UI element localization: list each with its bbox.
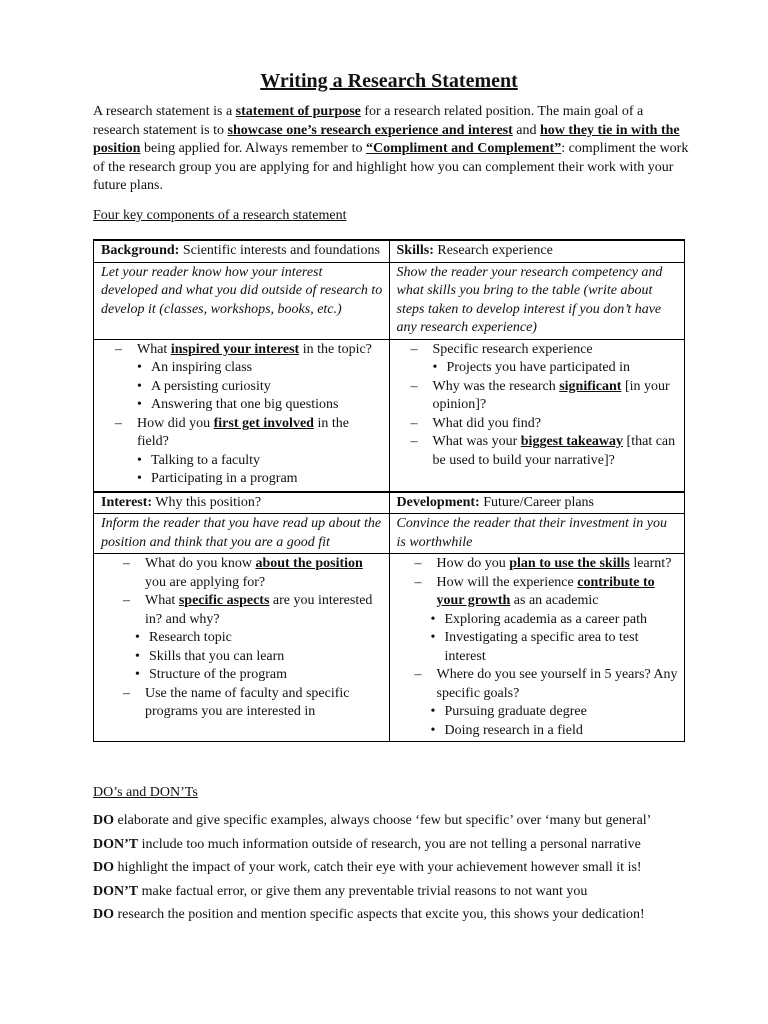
components-heading: Four key components of a research statement — [93, 208, 347, 223]
list-item: • Talking to a faculty — [133, 452, 383, 471]
list-item: • Doing research in a field — [427, 722, 679, 741]
intro-paragraph — [93, 103, 693, 196]
table-row — [94, 339, 685, 492]
dos-text: make factual error, or give them any preventable trivial reasons to not want you — [138, 883, 588, 899]
item-text: in the topic? — [299, 341, 372, 357]
intro-text: and — [512, 122, 540, 138]
list-item — [401, 666, 679, 740]
item-text: How will the experience — [436, 574, 578, 590]
intro-text: : compliment the work of the research group you are applying for and highlight how you can complement their work with your future plans. — [93, 141, 689, 193]
background-description: Let your reader know how your interest developed and what you did outside of research to develop it (classes, workshops, books, etc.) — [94, 262, 390, 339]
item-text: What — [137, 341, 171, 357]
cell-subtitle: Research experience — [433, 243, 553, 258]
item-emphasis: about the position — [255, 556, 363, 571]
interest-header — [94, 492, 390, 514]
item-text: Where do you see yourself in 5 years? Any specific goals? — [436, 667, 678, 701]
item-emphasis: specific aspects — [178, 593, 270, 608]
intro-emphasis: how they tie in with the position — [93, 122, 680, 156]
dos-text: highlight the impact of your work, catch their eye with your achievement however small it is! — [114, 860, 642, 875]
cell-subtitle: Scientific interests and foundations — [179, 243, 380, 258]
intro-emphasis: statement of purpose — [235, 104, 361, 119]
item-text: How did you — [137, 415, 214, 431]
list-item: • Participating in a program — [133, 470, 383, 489]
cell-label: Interest: — [101, 494, 153, 510]
skills-header — [389, 240, 685, 262]
dos-text: include too much information outside of research, you are not telling a personal narrative — [138, 836, 641, 852]
table-row — [94, 514, 685, 554]
item-text: Specific research experience — [432, 341, 593, 357]
components-table — [93, 239, 685, 742]
dos-item — [93, 906, 713, 930]
cell-label: Background: — [101, 243, 180, 258]
development-questions — [389, 554, 685, 742]
dos-item — [93, 883, 713, 907]
list-item: • Structure of the program — [131, 666, 383, 685]
intro-text: being applied for. Always remember to — [140, 141, 366, 156]
item-emphasis: biggest takeaway — [520, 434, 624, 449]
item-text: [that can be used to build your narrative]? — [432, 434, 676, 468]
list-item — [401, 555, 679, 574]
list-item — [101, 341, 383, 415]
interest-questions — [94, 554, 390, 742]
list-item: • A persisting curiosity — [133, 378, 383, 397]
table-row — [94, 492, 685, 514]
item-emphasis: significant — [559, 378, 622, 394]
dos-text: research the position and mention specific aspects that excite you, this shows your dedication! — [114, 907, 645, 922]
item-text: in the field? — [137, 415, 349, 449]
dos-item — [93, 836, 713, 860]
dos-item — [93, 859, 713, 883]
list-item — [109, 555, 383, 592]
dos-item — [93, 812, 713, 836]
list-item: • Research topic — [131, 629, 383, 648]
item-text: as an academic — [510, 593, 599, 608]
table-row — [94, 240, 685, 262]
item-text: What do you know — [145, 556, 256, 571]
list-item — [397, 378, 679, 415]
list-item — [109, 592, 383, 685]
intro-emphasis: showcase one’s research experience and interest — [227, 122, 513, 138]
list-item: • Pursuing graduate degree — [427, 703, 679, 722]
interest-description: Inform the reader that you have read up about the position and think that you are a good fit — [94, 514, 390, 554]
item-text: What was your — [432, 434, 521, 449]
list-item: – Use the name of faculty and specific programs you are interested in — [109, 685, 383, 722]
item-text: learnt? — [629, 556, 672, 571]
background-questions — [94, 339, 390, 492]
list-item: – What did you find? — [397, 415, 679, 434]
list-item — [401, 574, 679, 667]
page-title: Writing a Research Statement — [260, 70, 518, 92]
development-header — [389, 492, 685, 514]
dos-text: elaborate and give specific examples, always choose ‘few but specific’ over ‘many but general’ — [114, 813, 652, 828]
item-emphasis: plan to use the skills — [509, 556, 630, 571]
item-emphasis: contribute to your growth — [436, 574, 655, 608]
list-item: • An inspiring class — [133, 359, 383, 378]
item-text: What — [145, 593, 179, 608]
list-item: • Exploring academia as a career path — [427, 611, 679, 630]
dos-list — [93, 812, 713, 930]
list-item: • Answering that one big questions — [133, 396, 383, 415]
dos-keyword: DON’T — [93, 883, 139, 899]
intro-text: A research statement is a — [93, 104, 236, 119]
list-item: • Investigating a specific area to test interest — [427, 629, 679, 666]
list-item — [397, 341, 679, 378]
table-row — [94, 262, 685, 339]
dos-keyword: DO — [93, 907, 114, 922]
cell-subtitle: Why this position? — [152, 494, 262, 510]
item-text: are you interested in? and why? — [145, 593, 373, 627]
background-header — [94, 240, 390, 262]
item-emphasis: first get involved — [213, 415, 314, 431]
list-item — [101, 415, 383, 489]
cell-label: Development: — [396, 494, 480, 510]
table-row — [94, 554, 685, 742]
item-text: How do you — [436, 556, 510, 571]
dos-keyword: DON’T — [93, 836, 139, 852]
item-text: Why was the research — [432, 378, 560, 394]
dos-keyword: DO — [93, 860, 114, 875]
list-item: • Skills that you can learn — [131, 648, 383, 667]
item-text: you are applying for? — [145, 574, 266, 590]
cell-subtitle: Future/Career plans — [479, 494, 594, 510]
cell-label: Skills: — [396, 243, 434, 258]
dos-keyword: DO — [93, 813, 114, 828]
item-text: [in your opinion]? — [432, 378, 670, 412]
dos-heading: DO’s and DON’Ts — [93, 785, 198, 800]
item-emphasis: inspired your interest — [170, 341, 300, 357]
skills-questions — [389, 339, 685, 492]
list-item — [397, 433, 679, 470]
intro-text: for a research related position. The main goal of a research statement is to — [93, 104, 644, 138]
list-item: • Projects you have participated in — [429, 359, 679, 378]
intro-emphasis: “Compliment and Complement” — [365, 141, 562, 156]
development-description: Convince the reader that their investment in you is worthwhile — [389, 514, 685, 554]
skills-description: Show the reader your research competency and what skills you bring to the table (write about steps taken to develop interest if you don’t have any research experience) — [389, 262, 685, 339]
